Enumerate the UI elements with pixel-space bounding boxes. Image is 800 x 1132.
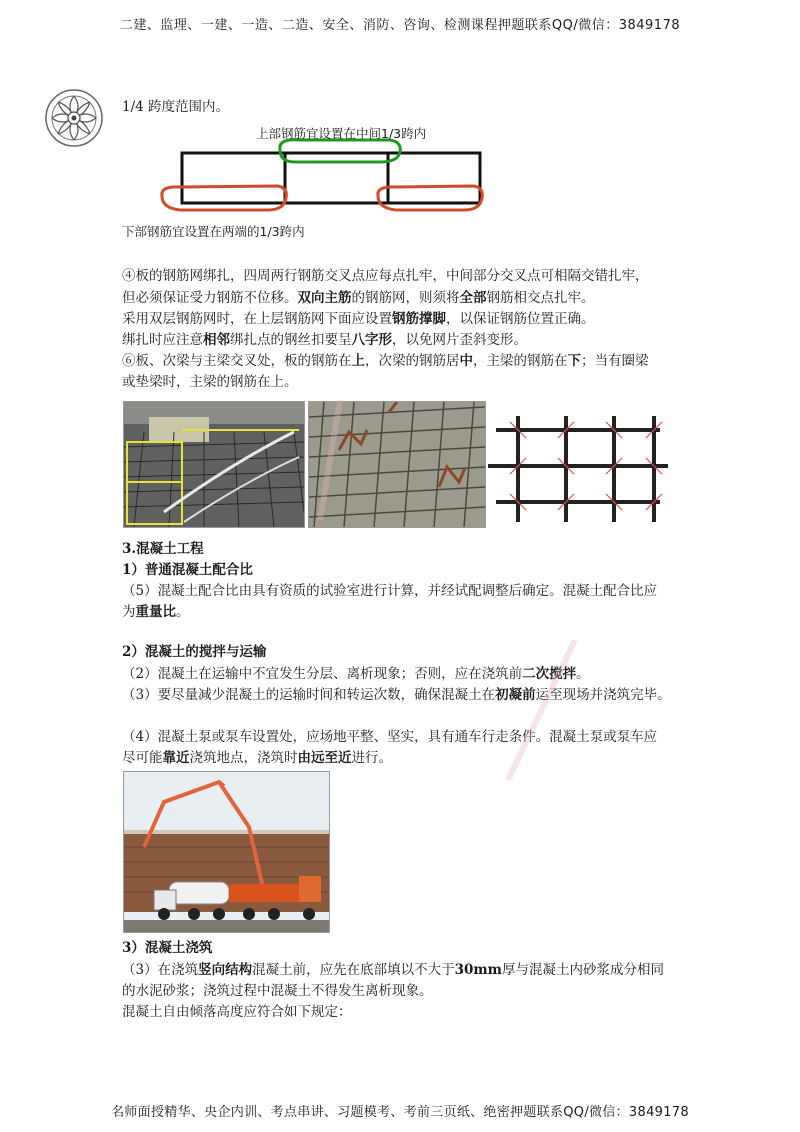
transport-item-3: （3）要尽量减少混凝土的运输时间和转运次数，确保混凝土在初凝前运至现场并浇筑完毕。 <box>122 687 671 703</box>
intro-line: 1/4 跨度范围内。 <box>122 99 230 115</box>
section-title: 3.混凝土工程 <box>122 541 204 557</box>
rebar-site-photo <box>123 401 305 528</box>
para4-line4: 绑扎时应注意相邻绑扎点的钢丝扣要呈八字形，以免网片歪斜变形。 <box>122 332 527 348</box>
para4-line3: 采用双层钢筋网时，在上层钢筋网下面应设置钢筋撑脚，以保证钢筋位置正确。 <box>122 311 595 327</box>
pouring-line2: 的水泥砂浆；浇筑过程中混凝土不得发生离析现象。 <box>122 983 433 999</box>
watermark-stamp-2 <box>500 640 580 780</box>
page-footer: 名师面授精华、央企内训、考点串讲、习题模考、考前三页纸、绝密押题联系QQ/微信：3849178 <box>111 1105 689 1120</box>
mix-ratio-line2: 为重量比。 <box>122 604 190 620</box>
pouring-line1: （3）在浇筑竖向结构混凝土前，应先在底部填以不大于30mm厚与混凝土内砂浆成分相同 <box>122 962 664 978</box>
subsection-3-title: 3）混凝土浇筑 <box>122 940 213 956</box>
watermark-stamp-1 <box>315 400 345 520</box>
diagram-bottom-label: 下部钢筋宜设置在两端的1/3跨内 <box>122 224 305 239</box>
pump-truck-photo <box>123 771 330 933</box>
rebar-beam-diagram <box>150 118 510 238</box>
rebar-tie-grid-diagram <box>488 410 668 528</box>
subsection-2-title: 2）混凝土的搅拌与运输 <box>122 644 267 660</box>
para4-line1: ④板的钢筋网绑扎，四周两行钢筋交叉点应每点扎牢，中间部分交叉点可相隔交错扎牢， <box>122 268 649 284</box>
page-header: 二建、监理、一建、一造、二造、安全、消防、咨询、检测课程押题联系QQ/微信：3849178 <box>119 18 681 33</box>
diagram-top-label: 上部钢筋宜设置在中间1/3跨内 <box>256 126 427 141</box>
para6-line1: ⑥板、次梁与主梁交叉处，板的钢筋在上，次梁的钢筋居中，主梁的钢筋在下；当有圈梁 <box>122 353 649 369</box>
transport-item-2: （2）混凝土在运输中不宜发生分层、离析现象；否则，应在浇筑前二次搅拌。 <box>122 666 590 682</box>
para6-line2: 或垫梁时，主梁的钢筋在上。 <box>122 374 298 390</box>
free-fall-line: 混凝土自由倾落高度应符合如下规定： <box>122 1004 352 1020</box>
mix-ratio-line1: （5）混凝土配合比由具有资质的试验室进行计算，并经试配调整后确定。混凝土配合比应 <box>122 583 658 599</box>
pump-line2: 尽可能靠近浇筑地点，浇筑时由远至近进行。 <box>122 750 392 766</box>
logo-seal-icon <box>44 88 104 148</box>
pump-line1: （4）混凝土泵或泵车设置处，应场地平整、坚实，具有通车行走条件。混凝土泵或泵车应 <box>122 729 658 745</box>
para4-line2: 但必须保证受力钢筋不位移。双向主筋的钢筋网，则须将全部钢筋相交点扎牢。 <box>122 290 595 306</box>
subsection-1-title: 1）普通混凝土配合比 <box>122 562 253 578</box>
